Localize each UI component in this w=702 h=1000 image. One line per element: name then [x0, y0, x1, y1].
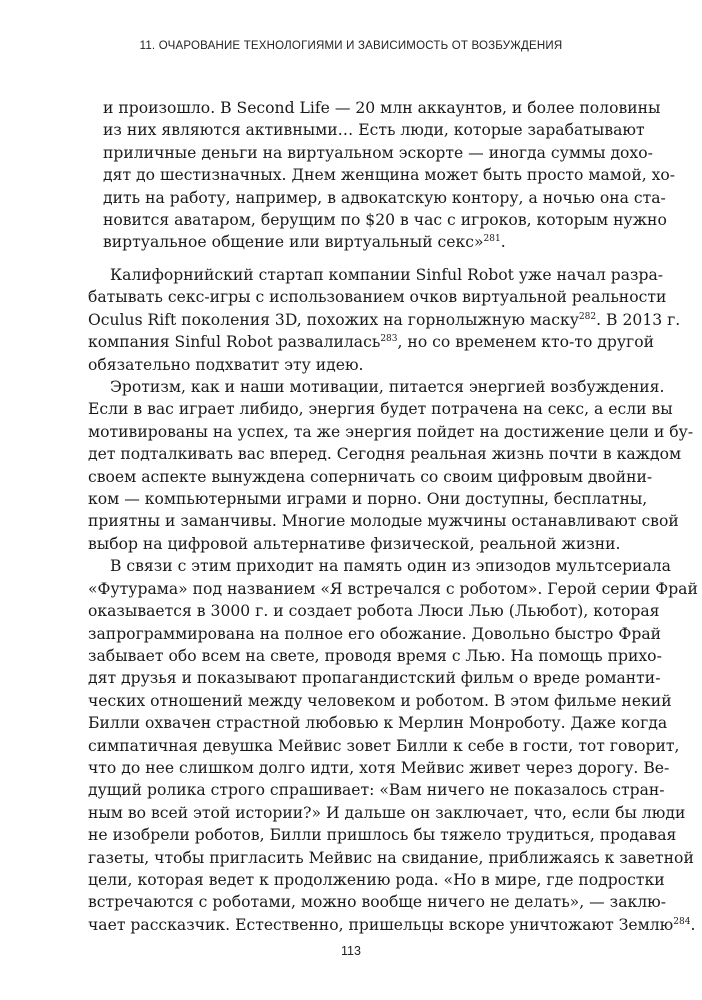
quote-line: дят до шестизначных. Днем женщина может быть просто мамой, хо-	[103, 166, 676, 185]
text-line: Калифорнийский стартап компании Sinful Robot уже начал разра-	[110, 266, 664, 284]
footnote-ref: 281	[483, 234, 501, 245]
quote-line: виртуальное общение или виртуальный секс»$^{281}$.	[103, 233, 506, 252]
text-line: дет подталкивать вас вперед. Сегодня реальная жизнь почти в каждом	[88, 445, 682, 464]
text-line: выбор на цифровой альтернативе физической, реальной жизни.	[88, 534, 621, 553]
paragraph	[88, 264, 681, 376]
text-line	[88, 914, 696, 936]
text-line: Эротизм, как и наши мотивации, питается энергией возбуждения.	[110, 378, 665, 397]
text-line-tail: , но со временем кто-то другой	[397, 333, 655, 352]
text-line: Если в вас играет либидо, энергия будет потрачена на секс, а если вы	[88, 400, 673, 419]
page-number: 113	[341, 944, 361, 958]
text-line: запрограммирована на полное его обожание. Довольно быстро Фрай	[88, 624, 662, 643]
paragraph	[88, 376, 694, 555]
text-line: своем аспекте вынуждена соперничать со своим цифровым двойни-	[88, 467, 653, 486]
quote-line: приличные деньги на виртуальном эскорте — иногда суммы дохо-	[103, 143, 653, 162]
text-line-tail: . В 2013 г.	[596, 310, 681, 329]
text-line: цели, которая ведет к продолжению рода. «Но в мире, где подростки	[88, 870, 665, 889]
quote-line: и произошло. В Second Life — 20 млн аккаунтов, и более половины	[103, 99, 661, 117]
text-line: не изобрели роботов, Билли пришлось бы тяжело трудиться, продавая	[88, 826, 677, 845]
text-line-head: чает рассказчик. Естественно, пришельцы вскоре уничтожают Землю	[88, 915, 674, 934]
text-line: мотивированы на успех, та же энергия пойдет на достижение цели и бу-	[88, 422, 694, 441]
footnote-ref: 283	[380, 334, 398, 345]
running-header: 11. ОЧАРОВАНИЕ ТЕХНОЛОГИЯМИ И ЗАВИСИМОСТЬ ОТ ВОЗБУЖДЕНИЯ	[139, 40, 563, 52]
text-line: оказывается в 3000 г. и создает робота Люси Лью (Льюбот), которая	[88, 602, 660, 621]
text-line: что до нее слишком долго идти, хотя Мейвис живет через дорогу. Ве-	[88, 758, 670, 777]
quote-line: дить на работу, например, в адвокатскую контору, а ночью она ста-	[103, 188, 666, 207]
quote-line: из них являются активными… Есть люди, которые зарабатывают	[103, 121, 645, 140]
text-line: дят друзья и показывают пропагандистский фильм о вреде романти-	[88, 669, 661, 688]
block-quote	[103, 97, 676, 254]
body-text	[88, 264, 698, 936]
text-line: забывает обо всем на свете, проводя время с Лью. На помощь прихо-	[88, 646, 662, 665]
text-line: приятны и заманчивы. Многие молодые мужчины останавливают свой	[88, 512, 679, 531]
text-line-head: Oculus Rift поколения 3D, похожих на горнолыжную маску	[88, 310, 579, 329]
text-line-head: компания Sinful Robot развалилась	[88, 333, 381, 352]
text-line	[88, 331, 655, 353]
text-line: встречаются с роботами, можно вообще ничего не делать», — заклю-	[88, 893, 666, 912]
text-line: дущий ролика строго спрашивает: «Вам ничего не показалось стран-	[88, 781, 665, 800]
text-line: «Футурама» под названием «Я встречался с роботом». Герой серии Фрай	[88, 579, 698, 598]
footnote-ref: 282	[578, 311, 597, 322]
text-line-tail: .	[690, 915, 696, 934]
text-line: батывать секс-игры с использованием очков виртуальной реальности	[88, 288, 667, 307]
text-line: обязательно подхватит эту идею.	[88, 355, 364, 374]
text-line: Билли охвачен страстной любовью к Мерлин Монроботу. Даже когда	[88, 714, 668, 733]
quote-line-text: виртуальное общение или виртуальный секс»	[103, 233, 484, 252]
quote-line: новится аватаром, берущим по $20 в час с игроков, которым нужно	[103, 211, 667, 230]
text-line: газеты, чтобы пригласить Мейвис на свидание, приближаясь к заветной	[88, 848, 694, 867]
text-line: ком — компьютерными играми и порно. Они доступны, бесплатны,	[88, 490, 648, 509]
text-line: ческих отношений между человеком и роботом. В этом фильме некий	[88, 691, 672, 710]
text-line	[88, 309, 681, 331]
text-line: симпатичная девушка Мейвис зовет Билли к себе в гости, тот говорит,	[88, 736, 680, 755]
footnote-ref: 284	[673, 916, 691, 927]
text-line: ным во всей этой истории?» И дальше он заключает, что, если бы люди	[88, 803, 686, 822]
text-line: В связи с этим приходит на память один из эпизодов мультсериала	[110, 557, 671, 576]
paragraph	[88, 555, 698, 936]
